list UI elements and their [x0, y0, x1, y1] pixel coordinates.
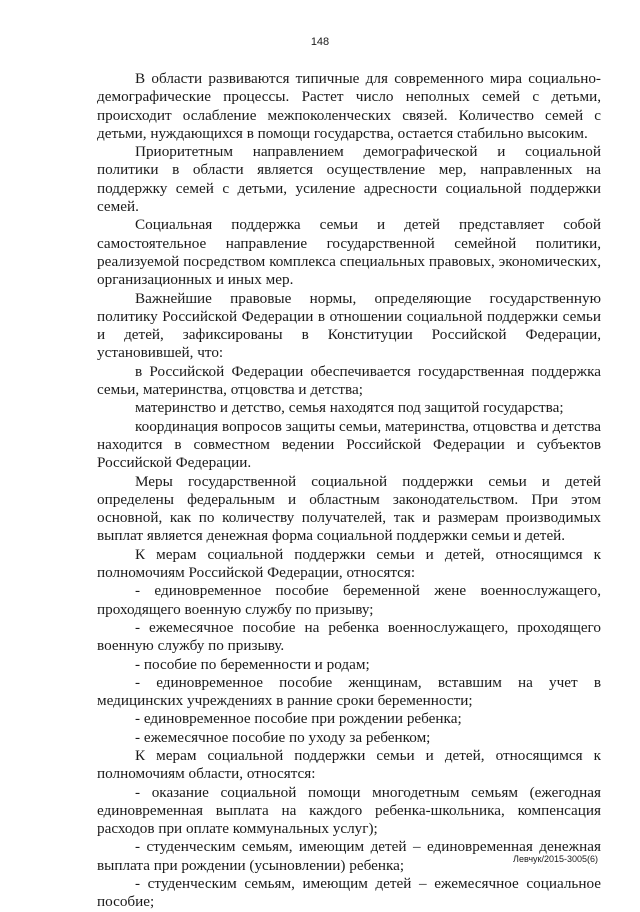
paragraph: В области развиваются типичные для современного мира социально-демографические процессы. Растет число неполных семей с детьми, происходит ослабление межпоколенческих связей. Количество семей с детьми, нуждающихся в помощи государства, остается стабильно высоким.: [97, 70, 601, 142]
paragraph: К мерам социальной поддержки семьи и детей, относящимся к полномочиям Российской Федерации, относятся:: [97, 545, 601, 582]
document-body: [97, 70, 601, 912]
paragraph: Важнейшие правовые нормы, определяющие государственную политику Российской Федерации в отношении социальной поддержки семьи и детей, зафиксированы в Конституции Российской Федерации, установившей, что:: [97, 289, 601, 362]
list-item: - единовременное пособие при рождении ребенка;: [135, 710, 462, 728]
paragraph: Социальная поддержка семьи и детей представляет собой самостоятельное направление государственной семейной политики, реализуемой посредством комплекса специальных правовых, экономических, организационных и иных мер.: [97, 216, 601, 289]
list-item: - пособие по беременности и родам;: [135, 655, 370, 673]
paragraph: в Российской Федерации обеспечивается государственная поддержка семьи, материнства, отцовства и детства;: [97, 362, 601, 399]
paragraph: координация вопросов защиты семьи, материнства, отцовства и детства находится в совместном ведении Российской Федерации и субъектов Российской Федерации.: [97, 417, 601, 472]
footer-code: Левчук/2015-3005(6): [513, 854, 598, 864]
paragraph: Приоритетным направлением демографической и социальной политики в области является осуществление мер, направленных на поддержку семей с детьми, усиление адресности социальной поддержки семей.: [97, 143, 601, 216]
paragraph: К мерам социальной поддержки семьи и детей, относящимся к полномочиям области, относятся:: [97, 746, 601, 783]
page-number: 148: [310, 36, 330, 48]
paragraph: Меры государственной социальной поддержки семьи и детей определены федеральным и областным законодательством. При этом основной, как по количеству получателей, так и размерам производимых выплат является денежная форма социальной поддержки семьи и детей.: [97, 472, 601, 545]
paragraph: материнство и детство, семья находятся под защитой государства;: [135, 399, 564, 417]
list-item: - студенческим семьям, имеющим детей – ежемесячное социальное пособие;: [97, 875, 601, 911]
list-item: - единовременное пособие беременной жене военнослужащего, проходящего военную службу по призыву;: [97, 582, 601, 618]
list-item: - ежемесячное пособие по уходу за ребенком;: [135, 728, 431, 746]
list-item: - студенческим семьям, имеющим детей – единовременная денежная выплата при рождении (усыновлении) ребенка;: [97, 838, 601, 874]
list-item: - ежемесячное пособие на ребенка военнослужащего, проходящего военную службу по призыву.: [97, 618, 601, 655]
list-item: - единовременное пособие женщинам, вставшим на учет в медицинских учреждениях в ранние сроки беременности;: [97, 673, 601, 710]
list-item: - оказание социальной помощи многодетным семьям (ежегодная единовременная выплата на каждого ребенка-школьника, компенсация расходов при оплате коммунальных услуг);: [97, 783, 601, 838]
